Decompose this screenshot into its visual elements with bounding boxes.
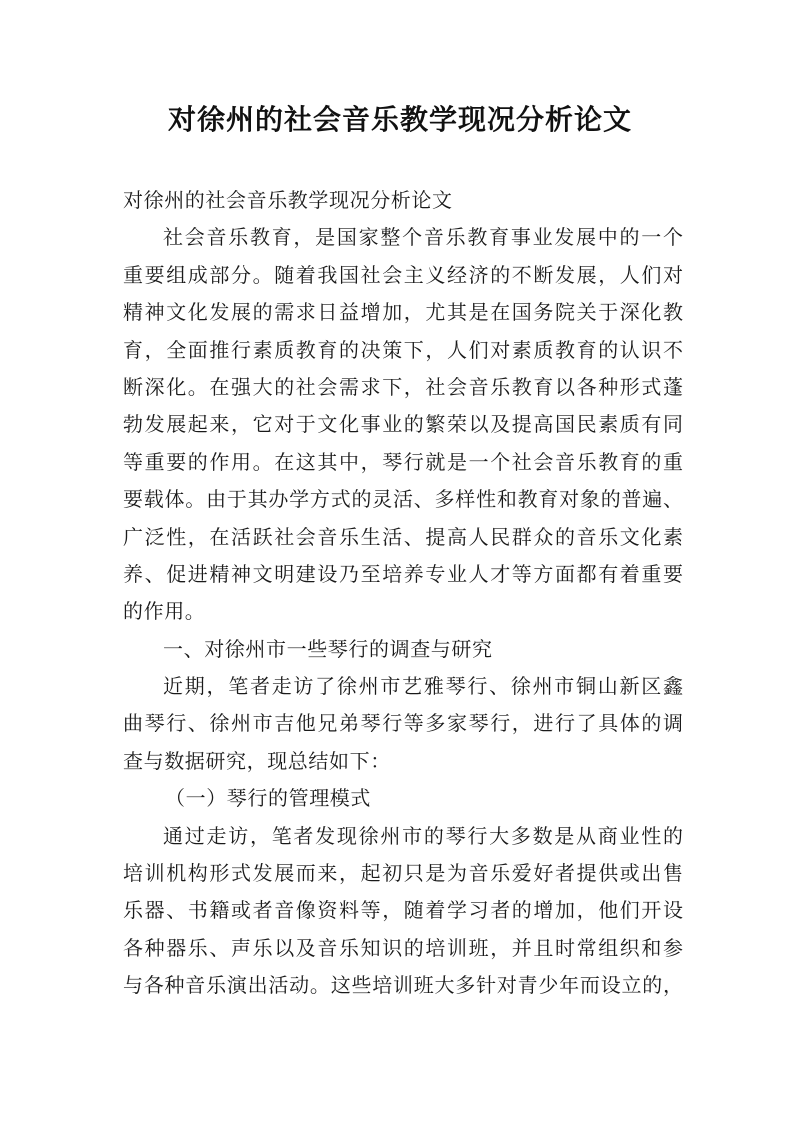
paragraph-line: 勃发展起来，它对于文化事业的繁荣以及提高国民素质有同 bbox=[123, 412, 683, 437]
paragraph-line: 各种器乐、声乐以及音乐知识的培训班，并且时常组织和参 bbox=[123, 935, 683, 960]
paragraph-line: 的作用。 bbox=[123, 599, 206, 624]
section-heading: 一、对徐州市一些琴行的调查与研究 bbox=[163, 636, 493, 661]
subtitle-line: 对徐州的社会音乐教学现况分析论文 bbox=[123, 188, 453, 212]
paragraph-line: 养、促进精神文明建设乃至培养专业人才等方面都有着重要 bbox=[123, 561, 683, 586]
paragraph-line: 培训机构形式发展而来，起初只是为音乐爱好者提供或出售 bbox=[123, 861, 683, 886]
paragraph-line: 要载体。由于其办学方式的灵活、多样性和教育对象的普遍、 bbox=[123, 487, 683, 512]
paragraph-line: 与各种音乐演出活动。这些培训班大多针对青少年而设立的， bbox=[123, 973, 683, 998]
paragraph-line: 断深化。在强大的社会需求下，社会音乐教育以各种形式蓬 bbox=[123, 374, 683, 399]
paragraph-line: 精神文化发展的需求日益增加，尤其是在国务院关于深化教 bbox=[123, 300, 683, 325]
paragraph-line: 社会音乐教育，是国家整个音乐教育事业发展中的一个 bbox=[163, 225, 683, 250]
subsection-heading: （一）琴行的管理模式 bbox=[165, 786, 371, 811]
paragraph-line: 乐器、书籍或者音像资料等，随着学习者的增加，他们开设 bbox=[123, 898, 683, 923]
document-body bbox=[123, 182, 683, 1005]
paragraph-line: 查与数据研究，现总结如下： bbox=[123, 748, 391, 773]
paragraph-line: 广泛性，在活跃社会音乐生活、提高人民群众的音乐文化素 bbox=[123, 524, 683, 549]
paragraph-line: 等重要的作用。在这其中，琴行就是一个社会音乐教育的重 bbox=[123, 449, 683, 474]
paragraph-line: 育，全面推行素质教育的决策下，人们对素质教育的认识不 bbox=[123, 337, 683, 362]
document-title: 对徐州的社会音乐教学现况分析论文 bbox=[167, 103, 632, 136]
paragraph-line: 近期，笔者走访了徐州市艺雅琴行、徐州市铜山新区鑫 bbox=[163, 674, 683, 699]
paragraph-line: 通过走访，笔者发现徐州市的琴行大多数是从商业性的 bbox=[163, 823, 683, 848]
paragraph-line: 重要组成部分。随着我国社会主义经济的不断发展，人们对 bbox=[123, 262, 683, 287]
paragraph-line: 曲琴行、徐州市吉他兄弟琴行等多家琴行，进行了具体的调 bbox=[123, 711, 683, 736]
